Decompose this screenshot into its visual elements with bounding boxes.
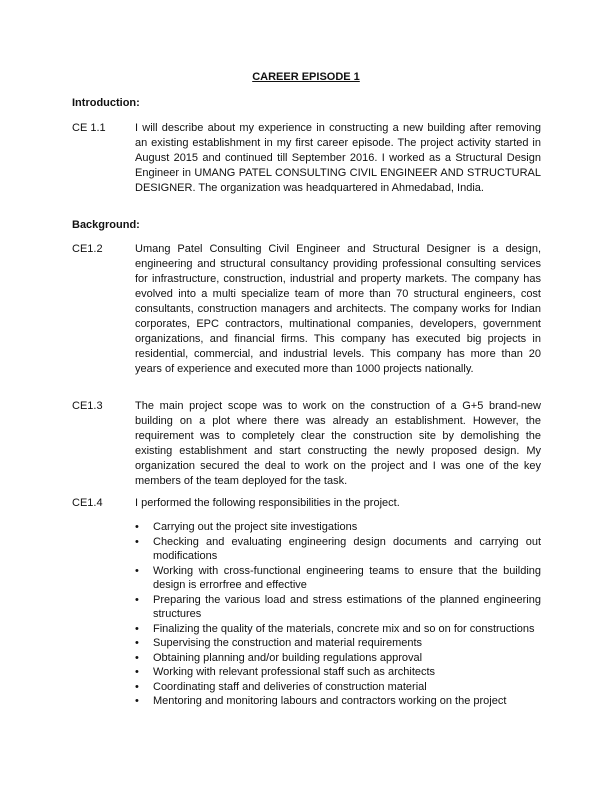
list-item: [135, 622, 541, 637]
bullet-icon: •: [135, 637, 139, 649]
paragraph-ce1-1: [72, 121, 541, 196]
list-item-text: Preparing the various load and stress estimations of the planned engineering structures: [153, 593, 541, 620]
paragraph-ce1-3: [72, 399, 541, 489]
paragraph-ce1-2: [72, 242, 541, 377]
list-item-text: Carrying out the project site investigations: [153, 521, 358, 533]
list-item: [135, 535, 541, 564]
bullet-icon: •: [135, 651, 139, 664]
bullet-icon: •: [135, 622, 139, 635]
background-heading: Background:: [72, 219, 140, 231]
bullet-icon: •: [135, 666, 139, 678]
list-item-text: Working with cross-functional engineering teams to ensure that the building design is errorfree and effective: [153, 564, 541, 591]
list-item: [135, 520, 541, 535]
list-item: [135, 593, 541, 622]
list-item-text: Supervising the construction and material requirements: [153, 637, 423, 649]
list-item-text: Coordinating staff and deliveries of construction material: [153, 680, 427, 693]
paragraph-ce1-4: [72, 496, 541, 511]
list-item-text: Obtaining planning and/or building regulations approval: [153, 651, 423, 664]
list-item-text: Checking and evaluating engineering design documents and carrying out modifications: [153, 535, 541, 562]
paragraph-text: I performed the following responsibilities in the project.: [135, 497, 400, 509]
list-item-text: Mentoring and monitoring labours and contractors working on the project: [153, 695, 507, 707]
paragraph-number: CE1.4: [72, 497, 103, 509]
list-item: [135, 665, 541, 680]
list-item: [135, 636, 541, 651]
bullet-icon: •: [135, 535, 139, 548]
bullet-icon: •: [135, 593, 139, 606]
list-item: [135, 694, 541, 709]
paragraph-number: CE 1.1: [72, 122, 106, 134]
bullet-icon: •: [135, 695, 139, 707]
paragraph-number: CE1.3: [72, 400, 103, 412]
list-item: [135, 680, 541, 695]
list-item-text: Working with relevant professional staff such as architects: [153, 666, 436, 678]
bullet-icon: •: [135, 564, 139, 577]
bullet-icon: •: [135, 680, 139, 693]
paragraph-text: I will describe about my experience in constructing a new building after removing an existing establishment in my first career episode. The project activity started in August 2015 and continued till September 2016. I worked as a Structural Design Engineer in UMANG PATEL CONSULTING CIVIL ENGINEER AND STRUCTURAL DESIGNER. The organization was headquartered in Ahmedabad, India.: [135, 122, 541, 194]
list-item: [135, 651, 541, 666]
introduction-heading: Introduction:: [72, 97, 140, 109]
paragraph-number: CE1.2: [72, 243, 103, 255]
paragraph-text: Umang Patel Consulting Civil Engineer and Structural Designer is a design, engineering and structural consultancy providing professional consulting services for infrastructure, construction, industrial and property markets. The company has evolved into a multi specialize team of more than 70 structural engineers, cost consultants, construction managers and architects. The company works for Indian corporates, EPC contractors, multinational companies, developers, government organizations, and financial firms. This company has executed big projects in residential, commercial, and industrial levels. This company has more than 20 years of experience and executed more than 1000 projects nationally.: [135, 243, 541, 375]
paragraph-text: The main project scope was to work on the construction of a G+5 brand-new building on a plot where there was already an establishment. However, the requirement was to completely clear the construction site by demolishing the existing establishment and start constructing the newly proposed design. My organization secured the deal to work on the project and I was one of the key members of the team deployed for the task.: [135, 400, 541, 487]
bullet-icon: •: [135, 521, 139, 533]
list-item: [135, 564, 541, 593]
list-item-text: Finalizing the quality of the materials, concrete mix and so on for constructions: [153, 622, 535, 635]
page-title: CAREER EPISODE 1: [252, 71, 360, 83]
responsibilities-list: [135, 520, 541, 709]
